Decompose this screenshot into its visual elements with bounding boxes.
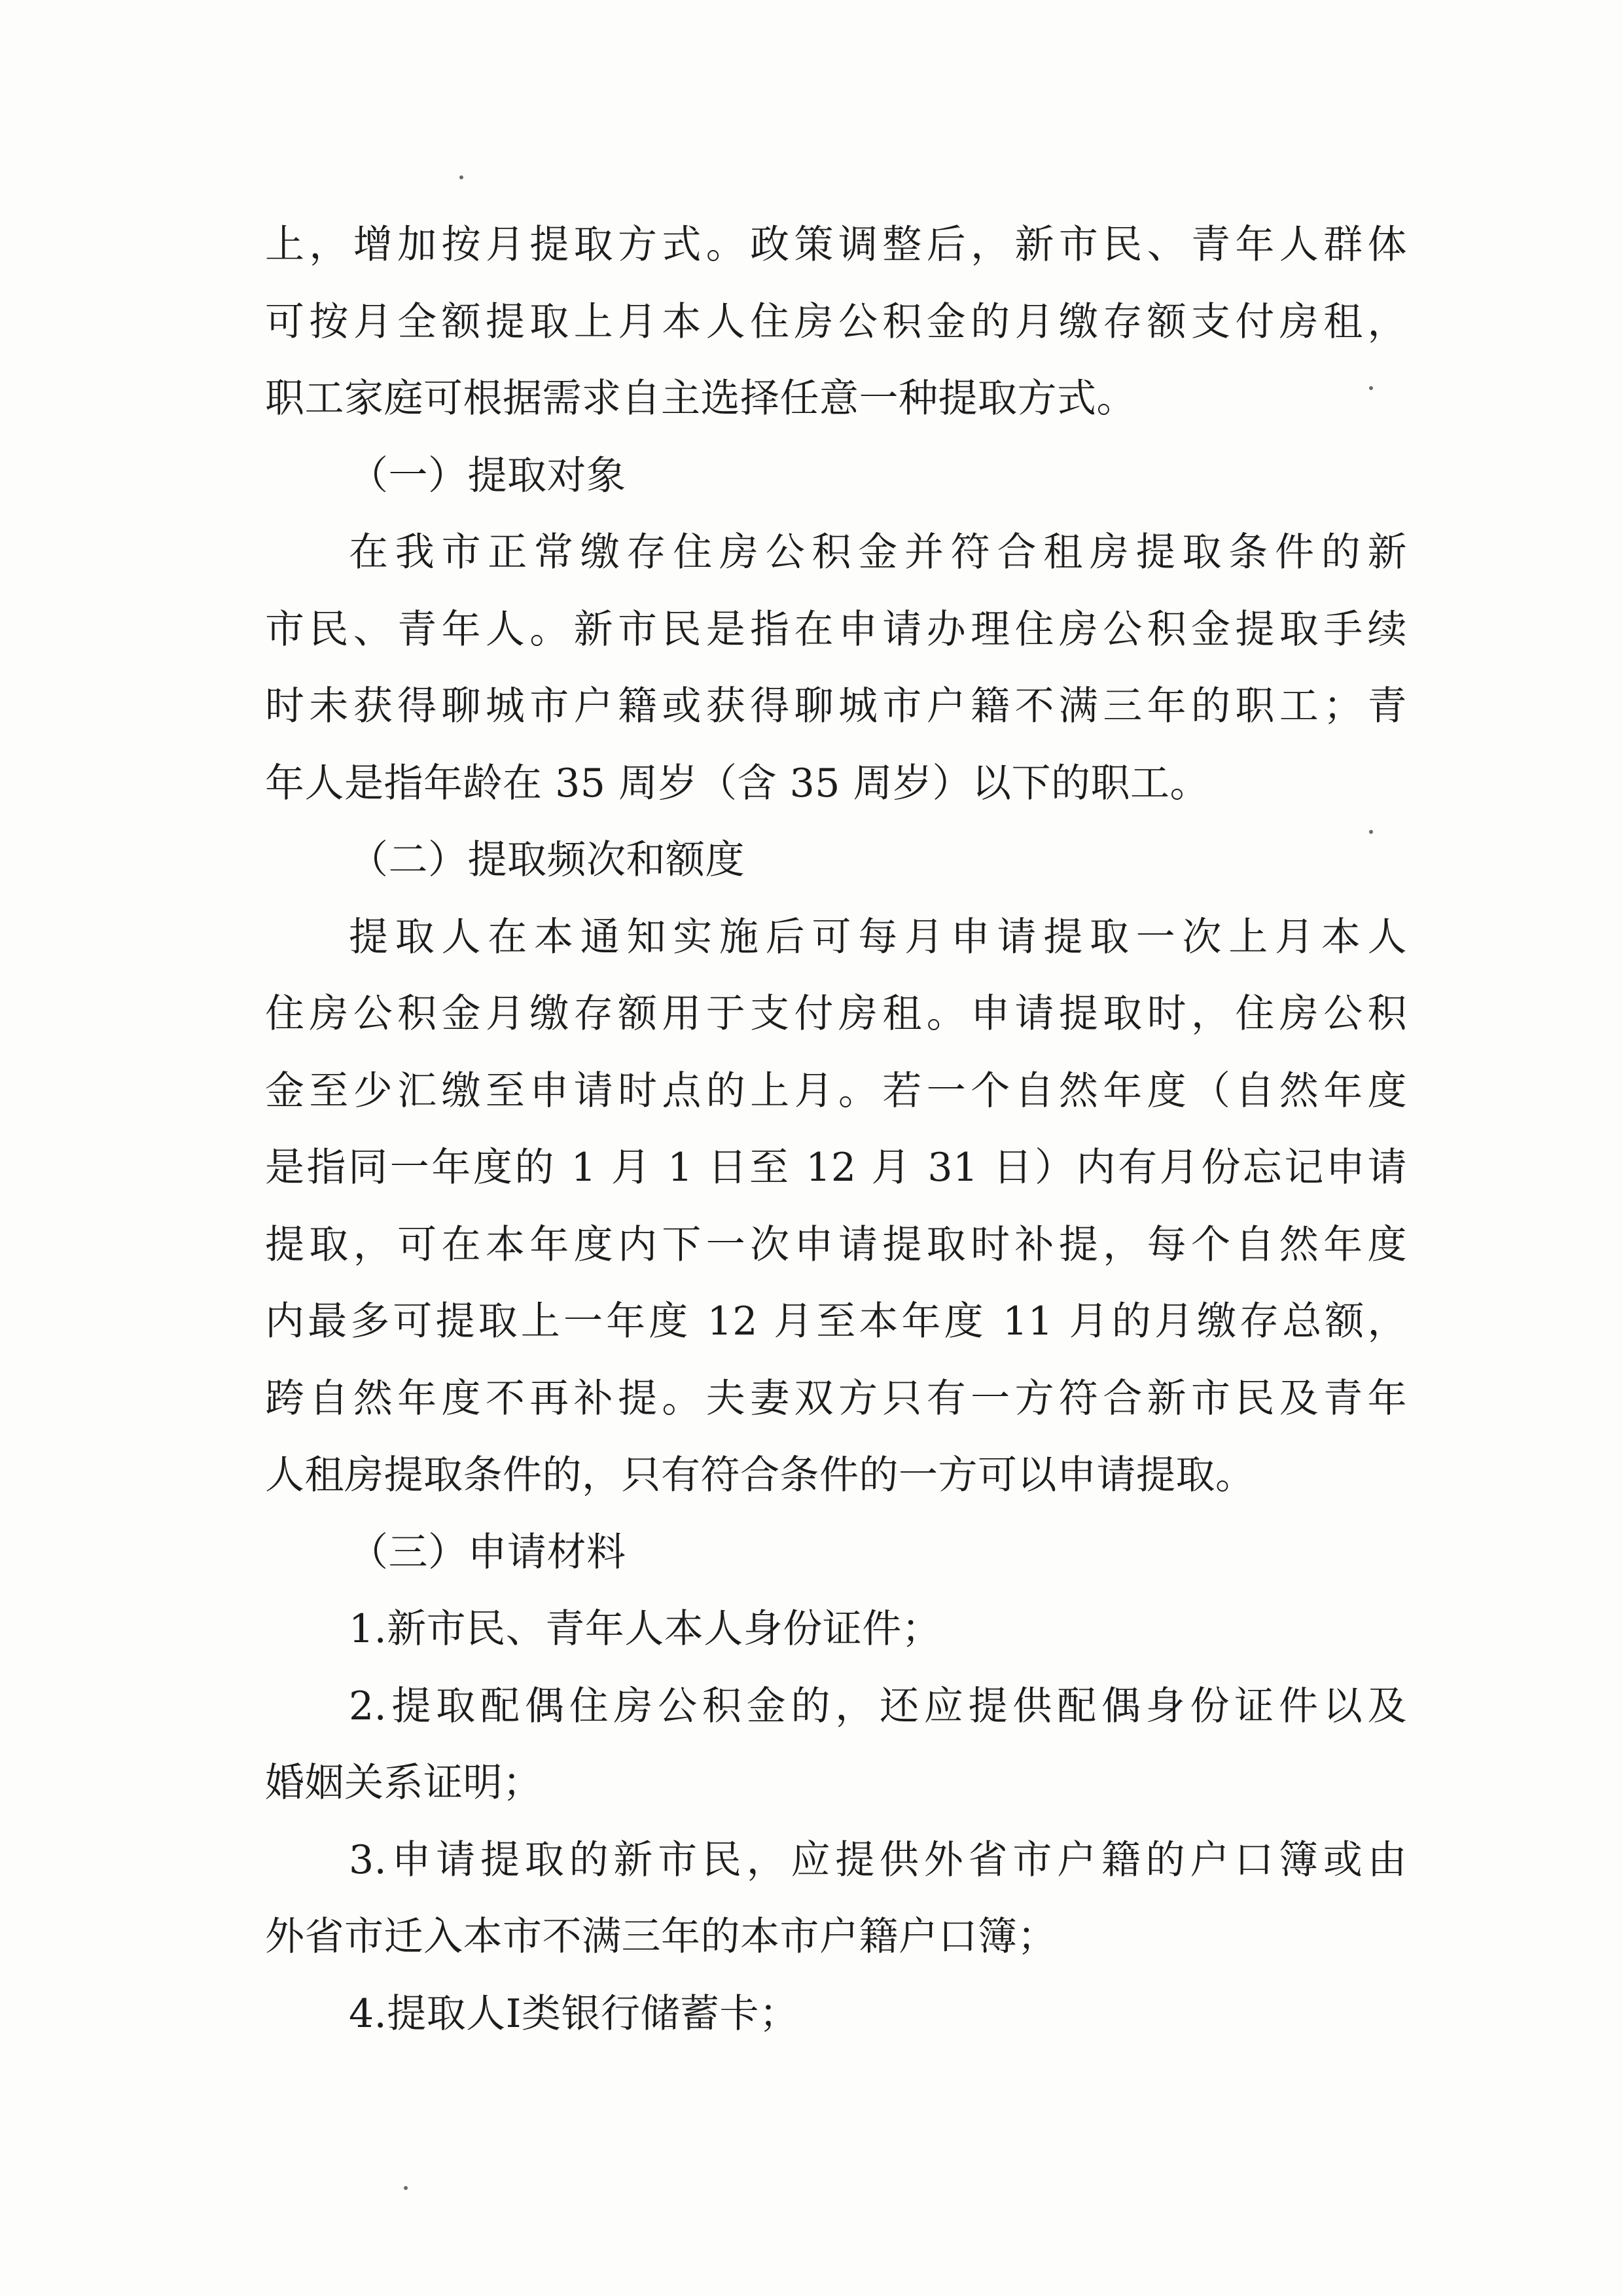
- list-item-continuation: 外省市迁入本市不满三年的本市户籍户口簿；: [265, 1914, 1057, 1960]
- list-item: 4.提取人Ⅰ类银行储蓄卡；: [349, 1990, 799, 2037]
- paragraph-line: 提取，可在本年度内下一次申请提取时补提，每个自然年度: [265, 1221, 1407, 1268]
- intro-line: 上，增加按月提取方式。政策调整后，新市民、青年人群体: [265, 222, 1407, 268]
- paragraph-line: 市民、青年人。新市民是指在申请办理住房公积金提取手续: [265, 606, 1407, 653]
- section-heading-frequency: （二）提取频次和额度: [349, 837, 745, 883]
- paragraph-line: 时未获得聊城市户籍或获得聊城市户籍不满三年的职工；青: [265, 683, 1407, 729]
- scan-speck: [404, 2186, 408, 2190]
- paragraph-line: 是指同一年度的 1 月 1 日至 12 月 31 日）内有月份忘记申请: [265, 1145, 1407, 1191]
- paragraph-line: 住房公积金月缴存额用于支付房租。申请提取时，住房公积: [265, 991, 1407, 1037]
- paragraph-line: 在我市正常缴存住房公积金并符合租房提取条件的新: [349, 529, 1407, 575]
- intro-line: 职工家庭可根据需求自主选择任意一种提取方式。: [265, 376, 1136, 422]
- scan-speck: [459, 175, 463, 179]
- section-heading-materials: （三）申请材料: [349, 1529, 626, 1575]
- list-item: 2.提取配偶住房公积金的，还应提供配偶身份证件以及: [349, 1683, 1407, 1729]
- paragraph-line: 金至少汇缴至申请时点的上月。若一个自然年度（自然年度: [265, 1067, 1407, 1114]
- paragraph-line: 内最多可提取上一年度 12 月至本年度 11 月的月缴存总额，: [265, 1299, 1407, 1344]
- paragraph-line: 提取人在本通知实施后可每月申请提取一次上月本人: [349, 914, 1407, 960]
- paragraph-line: 年人是指年龄在 35 周岁（含 35 周岁）以下的职工。: [265, 760, 1209, 806]
- list-item: 3.申请提取的新市民，应提供外省市户籍的户口簿或由: [349, 1837, 1407, 1883]
- paragraph-line: 跨自然年度不再补提。夫妻双方只有一方符合新市民及青年: [265, 1375, 1407, 1422]
- section-heading-targets: （一）提取对象: [349, 452, 626, 499]
- list-item-continuation: 婚姻关系证明；: [265, 1760, 543, 1806]
- document-body: [265, 207, 1407, 2053]
- list-item: 1.新市民、青年人本人身份证件；: [349, 1606, 942, 1652]
- paragraph-line: 人租房提取条件的，只有符合条件的一方可以申请提取。: [265, 1452, 1255, 1498]
- intro-line: 可按月全额提取上月本人住房公积金的月缴存额支付房租，: [265, 298, 1407, 345]
